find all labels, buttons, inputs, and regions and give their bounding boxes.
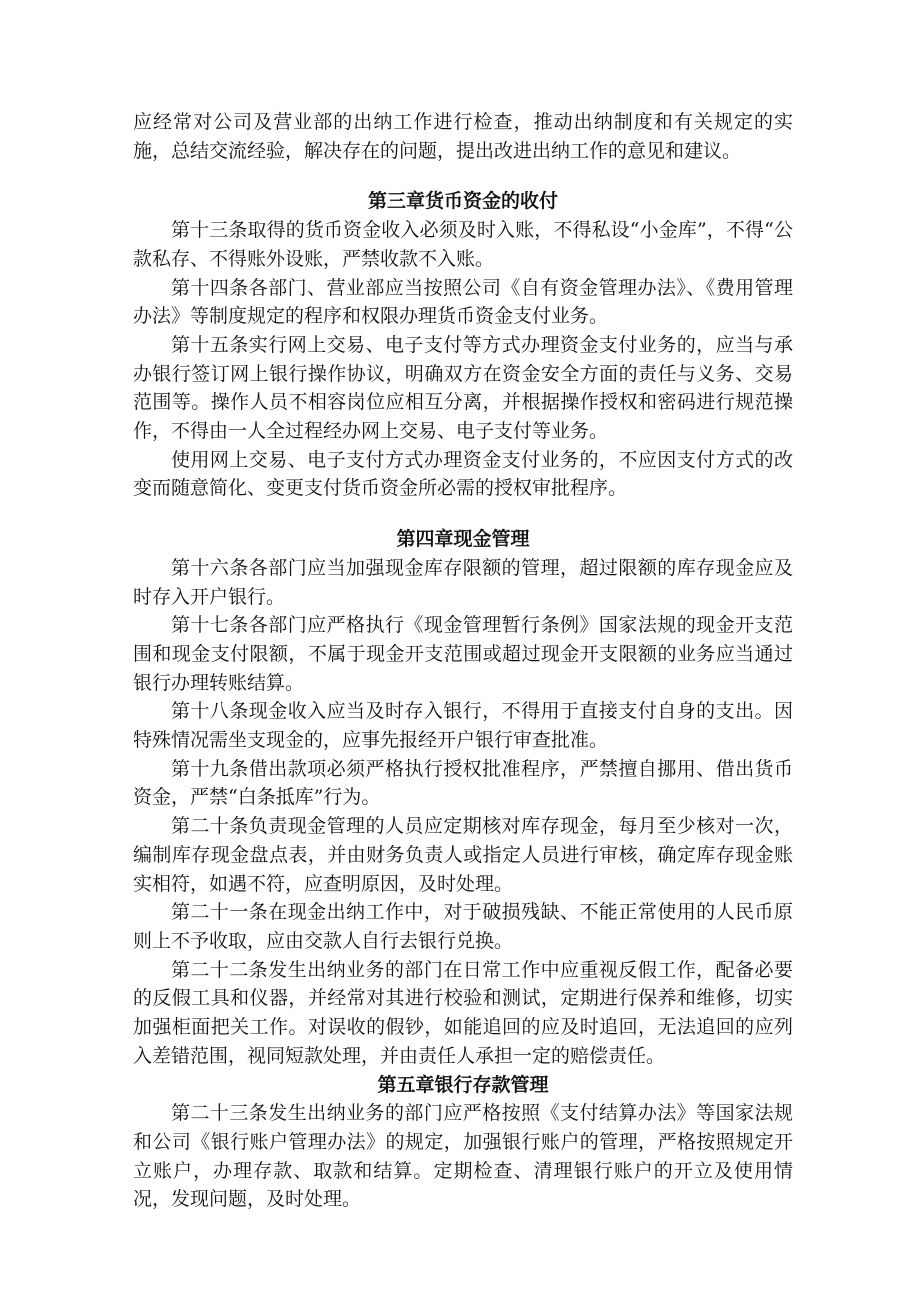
chapter-3-title: 第三章货币资金的收付 — [367, 190, 558, 213]
article-15-supplement: 使用网上交易、电子支付方式办理资金支付业务的，不应因支付方式的改变而随意简化、变更支付货币资金所必需的授权审批程序。 — [133, 448, 793, 500]
article-15: 第十五条实行网上交易、电子支付等方式办理资金支付业务的，应当与承办银行签订网上银行操作协议，明确双方在资金安全方面的责任与义务、交易范围等。操作人员不相容岗位应相互分离，并根据操作授权和密码进行规范操作，不得由一人全过程经办网上交易、电子支付等业务。 — [133, 333, 793, 443]
article-14: 第十四条各部门、营业部应当按照公司《自有资金管理办法》、《费用管理办法》等制度规定的程序和权限办理货币资金支付业务。 — [133, 276, 793, 328]
chapter-5 — [133, 1071, 793, 1215]
article-21: 第二十一条在现金出纳工作中，对于破损残缺、不能正常使用的人民币原则上不予收取，应由交款人自行去银行兑换。 — [133, 901, 793, 952]
article-22: 第二十二条发生出纳业务的部门在日常工作中应重视反假工作，配备必要的反假工具和仪器，并经常对其进行校验和测试，定期进行保养和维修，切实加强柜面把关工作。对误收的假钞，如能追回的应及时追回，无法追回的应列入差错范围，视同短款处理，并由责任人承担一定的赔偿责任。 — [133, 958, 793, 1067]
article-18: 第十八条现金收入应当及时存入银行，不得用于直接支付自身的支出。因特殊情况需坐支现金的，应事先报经开户银行审查批准。 — [133, 700, 793, 752]
article-13: 第十三条取得的货币资金收入必须及时入账，不得私设“小金库”，不得“公款私存、不得账外设账，严禁收款不入账。 — [133, 219, 793, 270]
document-page — [133, 108, 793, 1214]
article-23: 第二十三条发生出纳业务的部门应严格按照《支付结算办法》等国家法规和公司《银行账户管理办法》的规定，加强银行账户的管理，严格按照规定开立账户，办理存款、取款和结算。定期检查、清理银行账户的开立及使用情况，发现问题，及时处理。 — [133, 1102, 793, 1211]
chapter-5-title: 第五章银行存款管理 — [377, 1073, 549, 1096]
intro-paragraph: 应经常对公司及营业部的出纳工作进行检查，推动出纳制度和有关规定的实施，总结交流经验，解决存在的问题，提出改进出纳工作的意见和建议。 — [133, 111, 793, 162]
chapter-4-title: 第四章现金管理 — [396, 528, 530, 551]
article-17: 第十七条各部门应严格执行《现金管理暂行条例》国家法规的现金开支范围和现金支付限额，不属于现金开支范围或超过现金开支限额的业务应当通过银行办理转账结算。 — [133, 614, 793, 694]
chapter-4 — [133, 525, 793, 1070]
spacer — [133, 503, 793, 525]
spacer — [133, 165, 793, 187]
article-19: 第十九条借出款项必须严格执行授权批准程序，严禁擅自挪用、借出货币资金，严禁“白条抵库”行为。 — [133, 757, 793, 809]
chapter-3 — [133, 187, 793, 503]
article-16: 第十六条各部门应当加强现金库存限额的管理，超过限额的库存现金应及时存入开户银行。 — [133, 556, 793, 608]
article-20: 第二十条负责现金管理的人员应定期核对库存现金，每月至少核对一次，编制库存现金盘点表，并由财务负责人或指定人员进行审核，确定库存现金账实相符，如遇不符，应查明原因，及时处理。 — [133, 815, 793, 895]
